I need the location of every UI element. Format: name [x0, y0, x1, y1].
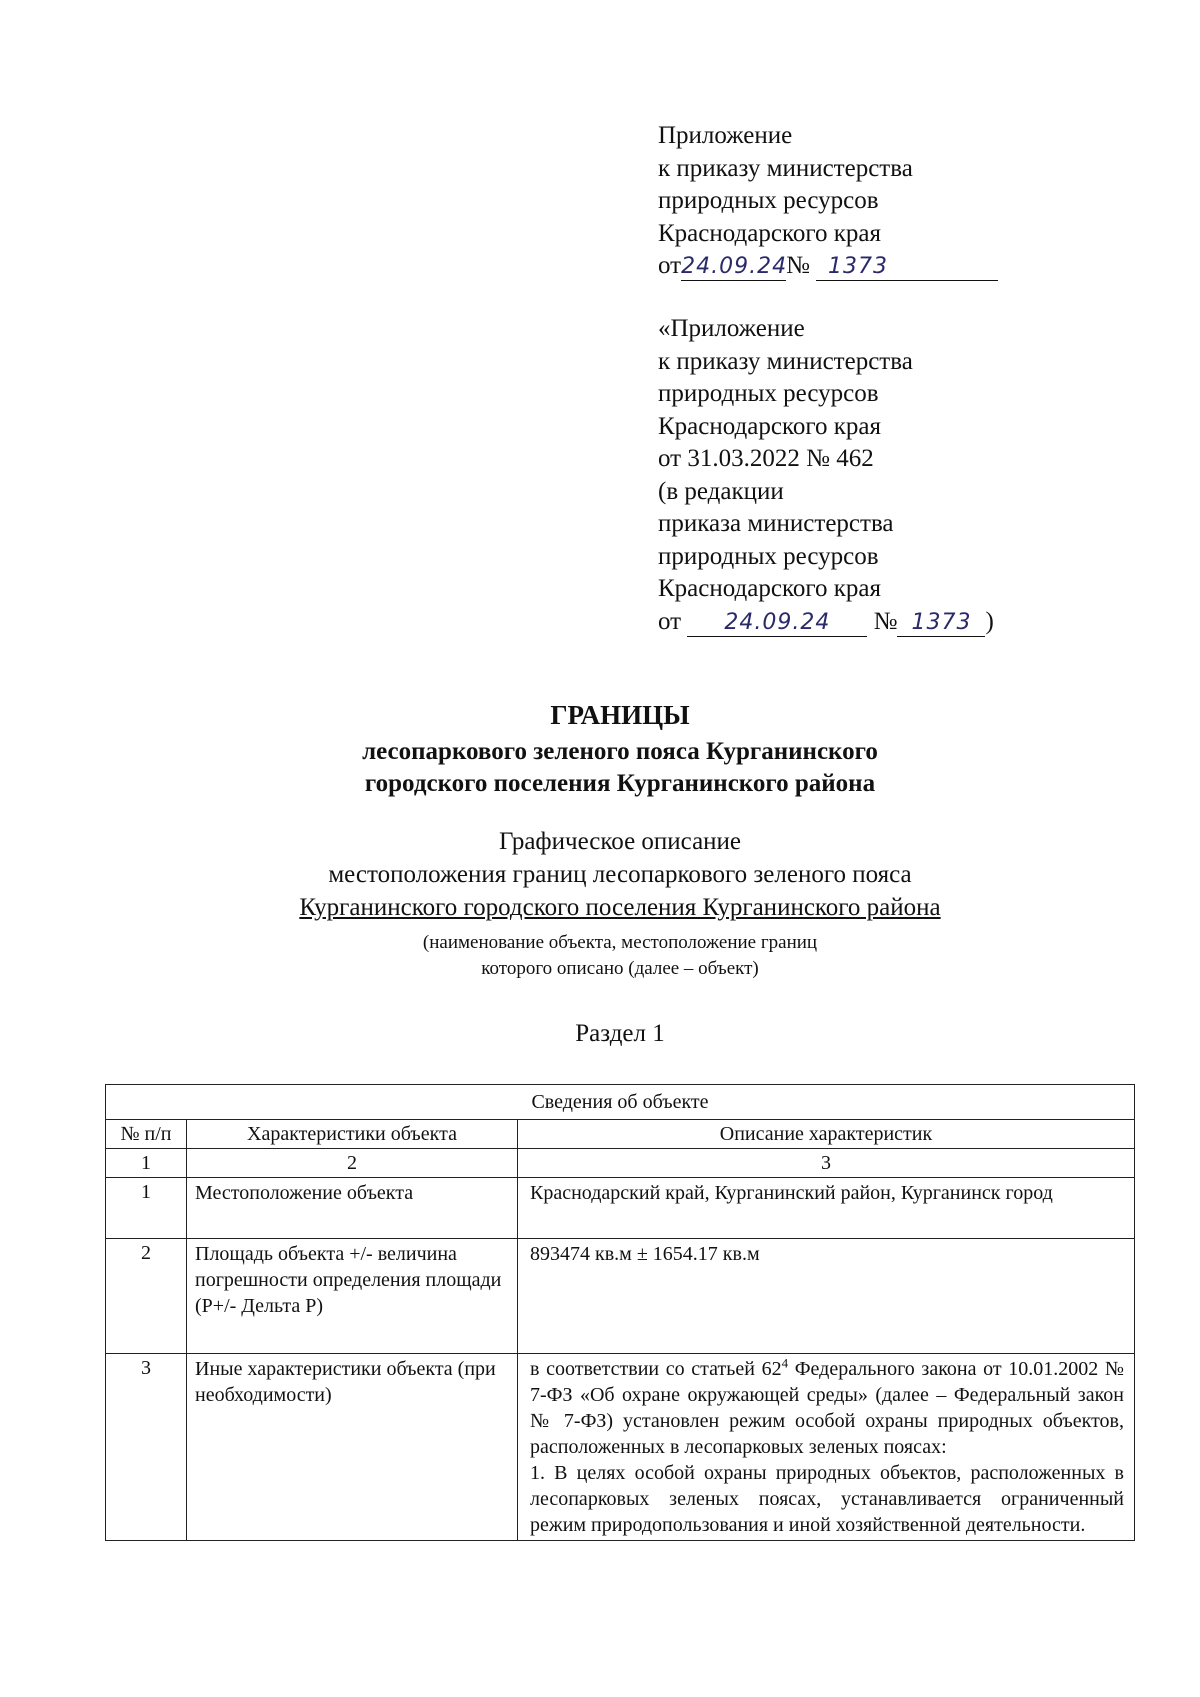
date-prefix: от [658, 607, 682, 635]
annex-line: Краснодарского края [658, 575, 881, 602]
number-prefix: № [786, 252, 810, 279]
table-row [106, 1178, 1135, 1239]
annex-line: природных ресурсов [658, 380, 879, 407]
annex-line: приказа министерства [658, 510, 894, 537]
annex-line: к приказу министерства [658, 154, 913, 182]
annex-revision-block [658, 313, 1078, 638]
row-num: 3 [106, 1354, 187, 1541]
annex-line: Краснодарского края [658, 219, 881, 247]
row-description [518, 1354, 1135, 1541]
row-characteristic: Иные характеристики объекта (при необходимости) [187, 1354, 518, 1541]
row-num: 1 [106, 1178, 187, 1239]
object-info-table [105, 1084, 1135, 1541]
handwritten-number: 1373 [816, 254, 998, 281]
table-index-row [106, 1149, 1135, 1178]
document-subtitle: городского поселения Курганинского района [364, 770, 876, 797]
document-subtitle: лесопаркового зеленого пояса Курганинского [362, 738, 878, 765]
handwritten-number: 1373 [897, 610, 985, 637]
table-row [106, 1239, 1135, 1354]
description-text: в соответствии со статьей 62 [530, 1358, 782, 1380]
table-row [106, 1354, 1135, 1541]
date-prefix: от [658, 252, 682, 279]
section-heading: Раздел 1 [575, 1020, 665, 1047]
annex-line: природных ресурсов [658, 187, 879, 214]
row-characteristic: Площадь объекта +/- величина погрешности определения площади (Р+/- Дельта Р) [187, 1239, 518, 1354]
row-characteristic: Местоположение объекта [187, 1178, 518, 1239]
row-description: Краснодарский край, Курганинский район, Курганинск город [518, 1178, 1135, 1239]
header-num: № п/п [106, 1120, 187, 1149]
graphic-description-title: Графическое описание [498, 828, 742, 855]
annex-line: Приложение [658, 122, 793, 149]
annex-block [658, 120, 1078, 283]
object-note: которого описано (далее – объект) [481, 958, 759, 979]
table-caption-row [106, 1085, 1135, 1120]
annex-line: к приказу министерства [658, 347, 913, 375]
object-name: Курганинского городского поселения Курганинского района [299, 894, 941, 921]
annex-revision-date-line [658, 606, 1078, 639]
annex-line: «Приложение [658, 315, 805, 342]
description-paragraph [530, 1356, 1124, 1460]
number-prefix: № [873, 607, 898, 635]
row-num: 2 [106, 1239, 187, 1354]
row-description: 893474 кв.м ± 1654.17 кв.м [518, 1239, 1135, 1354]
index-cell: 3 [518, 1149, 1135, 1178]
annex-line: природных ресурсов [658, 542, 879, 570]
annex-line: от 31.03.2022 № 462 [658, 445, 874, 472]
handwritten-date: 24.09.24 [687, 610, 867, 637]
document-title: ГРАНИЦЫ [550, 700, 690, 730]
description-text: Федерального закона от 10.01.2002 № 7-ФЗ «Об охране окружающей среды» (далее – Федеральный закон № 7-ФЗ) установлен режим особой охраны природных объектов, расположенных в лесопарковых зеленых поясах: [530, 1358, 1124, 1458]
table-caption: Сведения об объекте [106, 1085, 1135, 1120]
header-characteristic: Характеристики объекта [187, 1120, 518, 1149]
annex-date-line [658, 250, 1078, 283]
annex-line: Краснодарского края [658, 412, 881, 440]
object-note: (наименование объекта, местоположение границ [422, 932, 818, 953]
superscript: 4 [781, 1355, 789, 1371]
table-header-row [106, 1120, 1135, 1149]
annex-line: (в редакции [658, 477, 784, 505]
description-item: 1. В целях особой охраны природных объектов, расположенных в лесопарковых зеленых поясах, устанавливается ограниченный режим природопользования и иной хозяйственной деятельности. [530, 1462, 1124, 1536]
graphic-description-line: местоположения границ лесопаркового зеленого пояса [328, 861, 912, 888]
closing-bracket: ) [985, 607, 994, 635]
index-cell: 1 [106, 1149, 187, 1178]
index-cell: 2 [187, 1149, 518, 1178]
header-description: Описание характеристик [518, 1120, 1135, 1149]
handwritten-date: 24.09.24 [681, 254, 788, 279]
